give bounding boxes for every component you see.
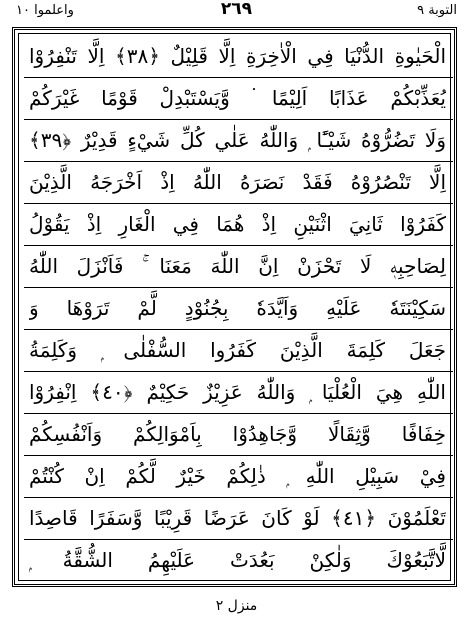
- surah-name: التوبة ٩: [417, 3, 457, 18]
- verse-line-1: الْحَيٰوةِ الدُّنْيَا فِي الْاٰخِرَةِ اِلَّا قَلِيْلٌ ﴿٣٨﴾ اِلَّا تَنْفِرُوْا: [29, 44, 446, 68]
- manzil-marker: منزل ٢: [215, 598, 258, 614]
- page-number: ٢٦٩: [220, 0, 253, 19]
- verse-line-6: لِصَاحِبِهٖ لَا تَحْزَنْ اِنَّ اللّٰهَ مَعَنَا ۚ فَاَنْزَلَ اللّٰهُ: [29, 254, 446, 278]
- verse-line-9: اللّٰهِ هِيَ الْعُلْيَا ۭ وَاللّٰهُ عَزِيْزٌ حَكِيْمٌ ﴿٤٠﴾ اِنْفِرُوْا: [29, 380, 446, 404]
- verse-line-11: فِيْ سَبِيْلِ اللّٰهِ ۭ ذٰلِكُمْ خَيْرٌ لَّكُمْ اِنْ كُنْتُمْ: [29, 464, 446, 488]
- text-frame-inner: [18, 33, 451, 581]
- verse-line-3: وَلَا تَضُرُّوْهُ شَيْـًٔا ۭ وَاللّٰهُ عَلٰي كُلِّ شَيْءٍ قَدِيْرٌ ﴿٣٩﴾: [29, 128, 446, 152]
- juz-name: واعلموا ١٠: [16, 3, 74, 18]
- verse-line-12: تَعْلَمُوْنَ ﴿٤١﴾ لَوْ كَانَ عَرَضًا قَرِيْبًا وَّسَفَرًا قَاصِدًا: [29, 506, 446, 530]
- verse-line-2: يُعَذِّبْكُمْ عَذَابًا اَلِيْمًا ۬ وَّيَسْتَبْدِلْ قَوْمًا غَيْرَكُمْ: [29, 86, 446, 110]
- text-frame: [12, 27, 457, 587]
- page-header: [0, 0, 473, 26]
- verse-line-7: سَكِيْنَتَهٗ عَلَيْهِ وَاَيَّدَهٗ بِجُنُوْدٍ لَّمْ تَرَوْهَا وَ: [29, 296, 446, 320]
- verse-line-13: لَّاتَّبَعُوْكَ وَلٰكِنْ بَعُدَتْ عَلَيْهِمُ الشُّقَّةُ ۭ: [29, 548, 446, 572]
- verse-line-4: اِلَّا تَنْصُرُوْهُ فَقَدْ نَصَرَهُ اللّٰهُ اِذْ اَخْرَجَهُ الَّذِيْنَ: [29, 170, 446, 194]
- verse-line-8: جَعَلَ كَلِمَةَ الَّذِيْنَ كَفَرُوا السُّفْلٰى ۭ وَكَلِمَةُ: [29, 338, 446, 362]
- verse-line-5: كَفَرُوْا ثَانِيَ اثْنَيْنِ اِذْ هُمَا فِي الْغَارِ اِذْ يَقُوْلُ: [29, 212, 446, 236]
- verse-line-10: خِفَافًا وَّثِقَالًا وَّجَاهِدُوْا بِاَمْوَالِكُمْ وَاَنْفُسِكُمْ: [29, 422, 446, 446]
